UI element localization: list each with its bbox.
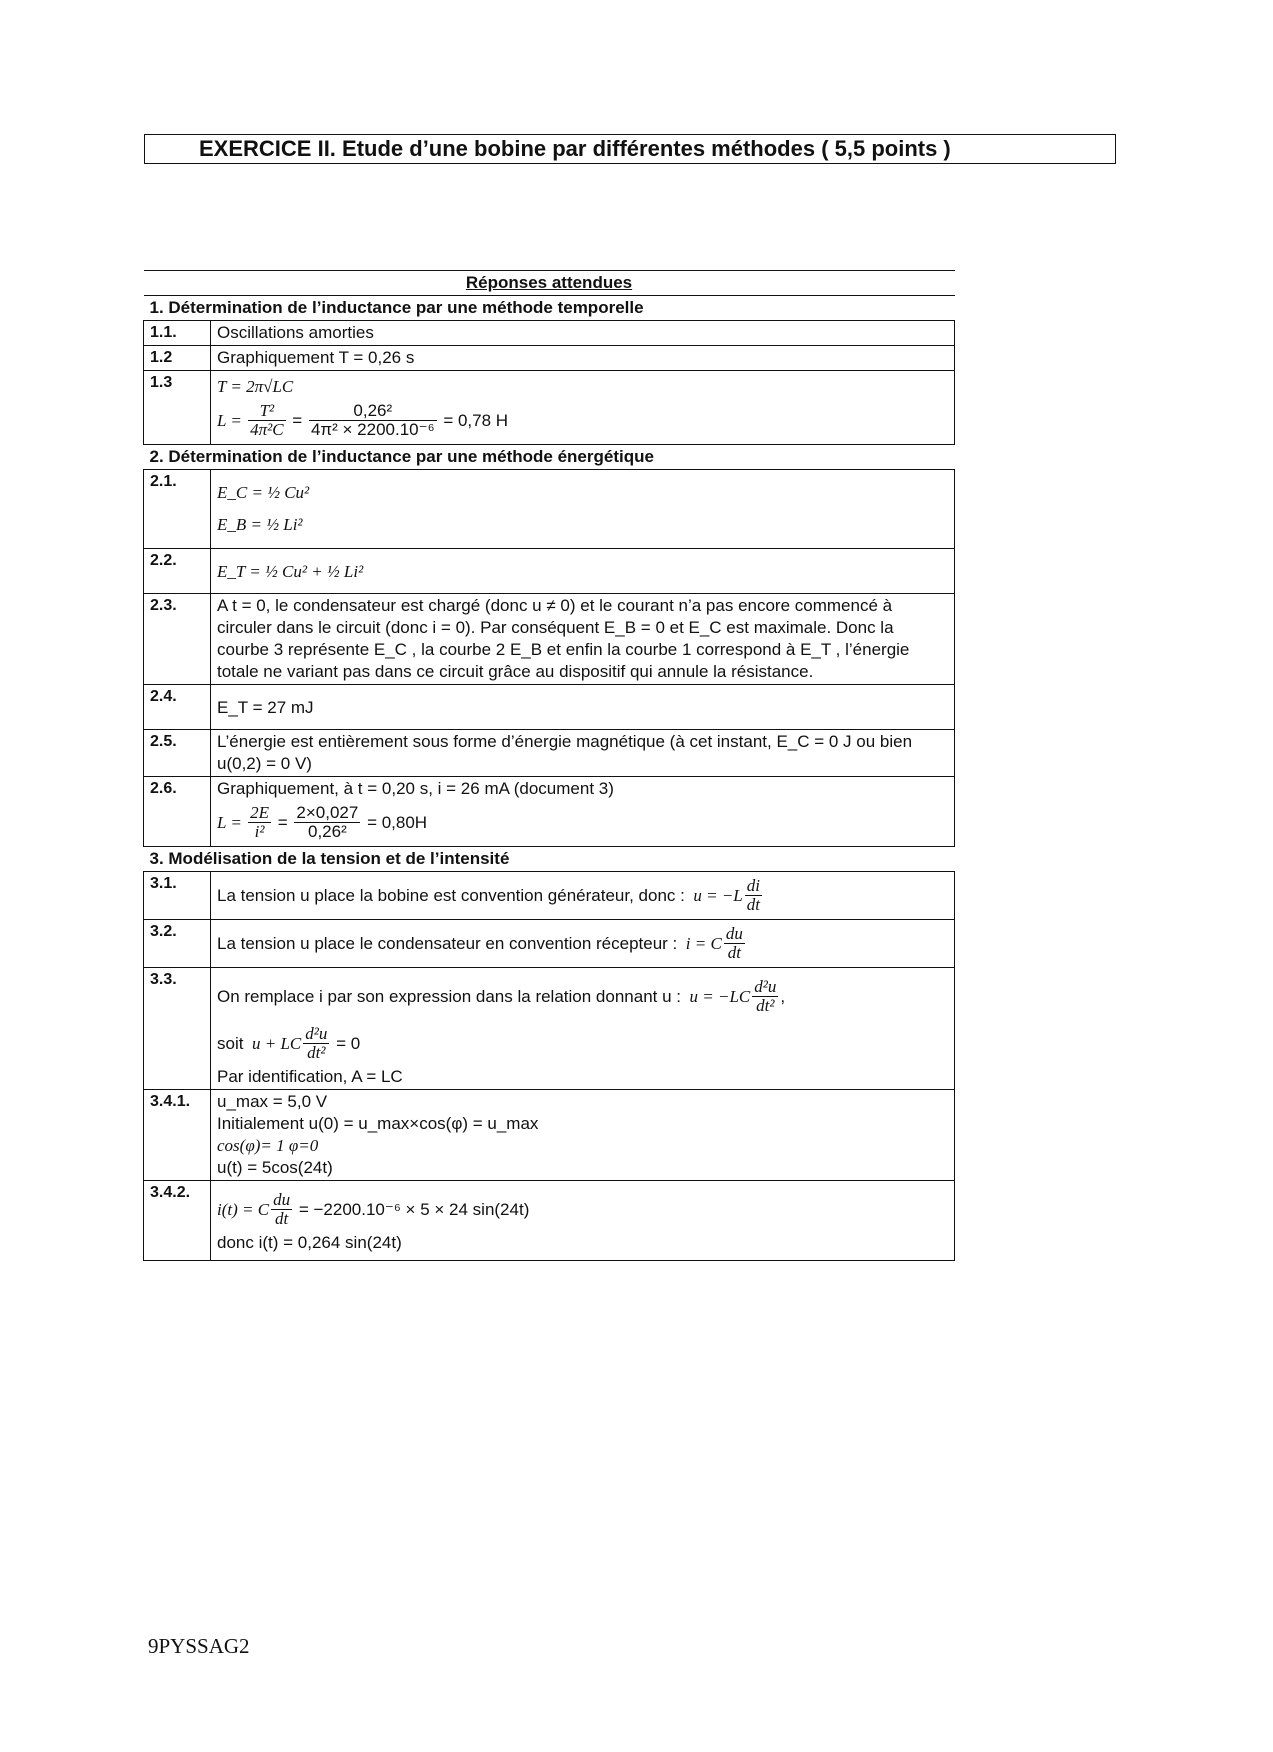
graph-reading: Graphiquement, à t = 0,20 s, i = 26 mA (document 3)	[217, 779, 614, 798]
table-row	[144, 470, 955, 549]
row-number: 3.2.	[144, 920, 211, 968]
row-number: 3.4.2.	[144, 1181, 211, 1261]
section-2-heading: 2. Détermination de l’inductance par une méthode énergétique	[144, 445, 955, 470]
table-row	[144, 1181, 955, 1261]
row-number: 3.3.	[144, 968, 211, 1090]
row-number: 2.6.	[144, 777, 211, 847]
amplitude-line: u_max = 5,0 V	[217, 1092, 328, 1111]
table-row	[144, 920, 955, 968]
row-number: 2.4.	[144, 685, 211, 730]
inductance-formula: L = $\frac{\text{T²}}{\text{4π²C}}$ = $\frac{\text{0,26²}}{\text{4π² × 2200.10⁻⁶}}$ = 0,78 H	[217, 401, 509, 439]
initial-condition-line: Initialement u(0) = u_max×cos(φ) = u_max	[217, 1114, 539, 1133]
inductance-energy-formula: L = $\frac{2E}{\text{i²}}$ = $\frac{2\times 0,027}{\text{0,26²}}$ = 0,80H	[217, 803, 428, 841]
identification-result: Par identification, A = LC	[217, 1067, 403, 1086]
differential-equation: soit u + LC $\frac{\text{d²u}}{\text{dt²}}$ = 0	[217, 1024, 361, 1062]
substitution-equation: On remplace i par son expression dans la relation donnant u : u = −LC $\frac{\text{d²u}}{\text{dt²}}$ ,	[217, 977, 786, 1015]
period-formula: T = 2π√LC	[217, 377, 294, 396]
table-row	[144, 321, 955, 346]
row-number: 2.1.	[144, 470, 211, 549]
table-row	[144, 685, 955, 730]
current-derivation: i(t) = C $\frac{du}{dt}$ = −2200.10⁻⁶ × 5 × 24 sin(24t)	[217, 1190, 530, 1228]
table-row	[144, 872, 955, 920]
table-row	[144, 1090, 955, 1181]
row-answer: E_T = 27 mJ	[211, 685, 955, 730]
phase-line: cos(φ)= 1 φ=0	[217, 1136, 319, 1155]
row-number: 3.1.	[144, 872, 211, 920]
row-answer	[211, 1090, 955, 1181]
row-number: 1.2	[144, 346, 211, 371]
row-answer	[211, 920, 955, 968]
table-row	[144, 371, 955, 445]
row-answer: A t = 0, le condensateur est chargé (donc u ≠ 0) et le courant n’a pas encore commencé à circuler dans le circuit (donc i = 0). Par conséquent E_B = 0 et E_C est maximale. Donc la courbe 3 représente E_C , la courbe 2 E_B et enfin la courbe 1 correspond à E_T , l’énergie totale ne variant pas dans ce circuit grâce au dispositif qui annule la résistance.	[211, 594, 955, 685]
voltage-expression-line: u(t) = 5cos(24t)	[217, 1158, 333, 1177]
row-answer	[211, 1181, 955, 1261]
row-answer	[211, 549, 955, 594]
row-answer: Oscillations amorties	[211, 321, 955, 346]
row-answer	[211, 371, 955, 445]
table-row	[144, 346, 955, 371]
row-number: 3.4.1.	[144, 1090, 211, 1181]
coil-energy-formula: E_B = ½ Li²	[217, 515, 303, 534]
capacitor-current-relation: La tension u place le condensateur en convention récepteur : i = C $\frac{du}{dt}$	[217, 924, 743, 962]
section-1-heading: 1. Détermination de l’inductance par une méthode temporelle	[144, 296, 955, 321]
exercise-title: EXERCICE II. Etude d’une bobine par différentes méthodes ( 5,5 points )	[144, 134, 1116, 164]
row-answer: Graphiquement T = 0,26 s	[211, 346, 955, 371]
coil-voltage-relation: La tension u place la bobine est convention générateur, donc : u = −L $\frac{di}{dt}$	[217, 876, 760, 914]
table-row	[144, 777, 955, 847]
table-row	[144, 594, 955, 685]
row-number: 2.2.	[144, 549, 211, 594]
answers-table	[143, 270, 955, 1261]
row-answer: L’énergie est entièrement sous forme d’énergie magnétique (à cet instant, E_C = 0 J ou bien u(0,2) = 0 V)	[211, 730, 955, 777]
row-answer	[211, 777, 955, 847]
table-header: Réponses attendues	[144, 271, 955, 296]
row-number: 1.1.	[144, 321, 211, 346]
current-expression-line: donc i(t) = 0,264 sin(24t)	[217, 1233, 402, 1252]
table-row	[144, 730, 955, 777]
row-number: 2.5.	[144, 730, 211, 777]
table-row	[144, 968, 955, 1090]
row-number: 1.3	[144, 371, 211, 445]
row-number: 2.3.	[144, 594, 211, 685]
row-answer	[211, 872, 955, 920]
document-code: 9PYSSAG2	[148, 1634, 250, 1658]
row-answer	[211, 968, 955, 1090]
capacitor-energy-formula: E_C = ½ Cu²	[217, 483, 310, 502]
table-row	[144, 549, 955, 594]
section-3-heading: 3. Modélisation de la tension et de l’intensité	[144, 847, 955, 872]
row-answer	[211, 470, 955, 549]
total-energy-formula: E_T = ½ Cu² + ½ Li²	[217, 562, 364, 581]
